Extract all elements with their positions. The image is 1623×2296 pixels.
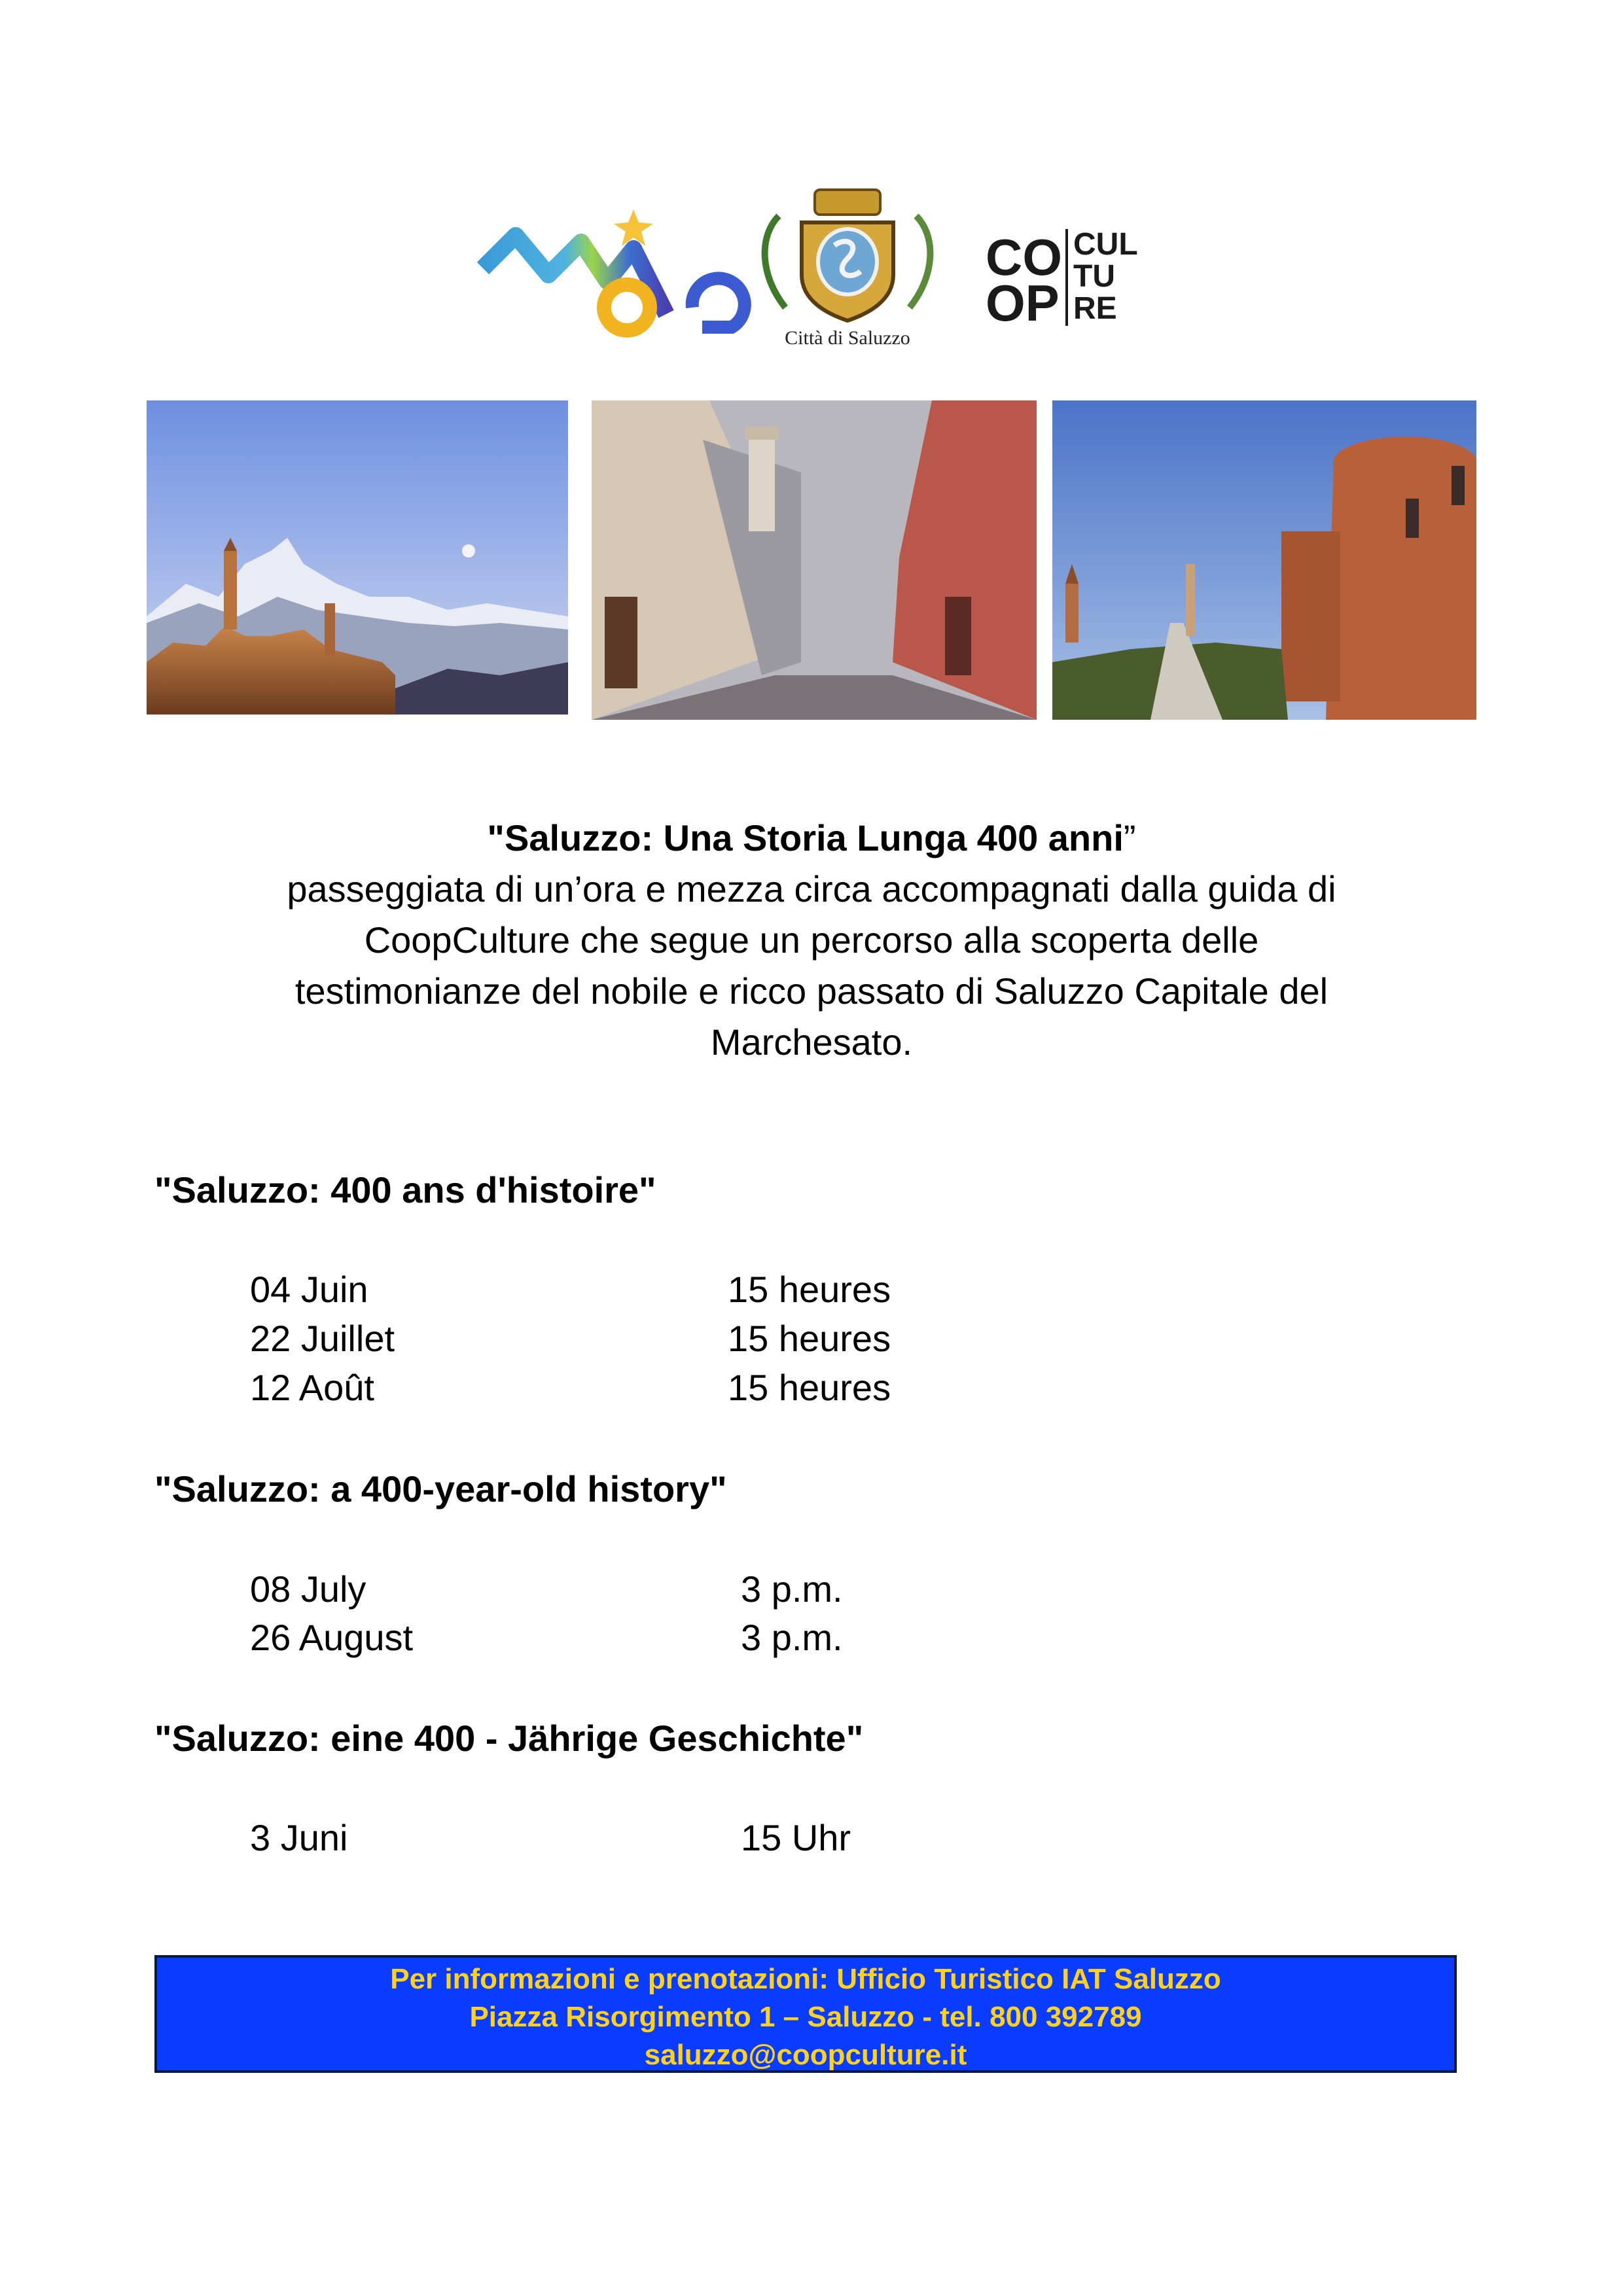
- schedule-time: 15 heures: [728, 1367, 891, 1408]
- intro-title-quote: ”: [1123, 817, 1136, 858]
- intro-block: [157, 813, 1466, 1068]
- schedule-time: 15 heures: [728, 1269, 891, 1310]
- intro-line: CoopCulture che segue un percorso alla scoperta delle: [364, 919, 1259, 961]
- info-line-address: Piazza Risorgimento 1 – Saluzzo - tel. 800 392789: [469, 2001, 1142, 2033]
- schedule-time: 15 heures: [728, 1318, 891, 1359]
- schedule-time: 3 p.m.: [741, 1617, 843, 1658]
- info-email-link[interactable]: saluzzo@coopculture.it: [644, 2039, 967, 2071]
- coopculture-logo: [975, 183, 1152, 360]
- coop-letters-re: RE: [1073, 291, 1117, 326]
- coop-letters-co: CO: [986, 228, 1062, 286]
- coop-letters-tu: TU: [1073, 259, 1115, 294]
- intro-title: [157, 813, 1466, 864]
- photo-saluzzo-street: [592, 400, 1037, 720]
- schedule-date: 04 Juin: [250, 1269, 368, 1310]
- intro-line: testimonianze del nobile e ricco passato di Saluzzo Capitale del: [294, 970, 1329, 1012]
- schedule-date: 08 July: [250, 1568, 366, 1610]
- intro-line: Marchesato.: [710, 1021, 913, 1063]
- photo-saluzzo-panorama: [147, 400, 568, 715]
- coop-letters-cul: CUL: [1073, 227, 1138, 262]
- move-logo: [476, 196, 751, 347]
- info-line-office: Per informazioni e prenotazioni: Ufficio Turistico IAT Saluzzo: [390, 1963, 1221, 1995]
- schedule-date: 22 Juillet: [250, 1318, 395, 1359]
- photo-saluzzo-castle: [1052, 400, 1476, 720]
- section-title-english: "Saluzzo: a 400-year-old history": [154, 1468, 727, 1510]
- info-box: [154, 1955, 1457, 2073]
- intro-line: passeggiata di un’ora e mezza circa accompagnati dalla guida di: [287, 868, 1336, 910]
- schedule-date: 12 Août: [250, 1367, 374, 1408]
- intro-title-text: "Saluzzo: Una Storia Lunga 400 anni: [487, 817, 1124, 858]
- schedule-time: 3 p.m.: [741, 1568, 843, 1610]
- schedule-date: 3 Juni: [250, 1817, 348, 1858]
- coop-letters-op: OP: [986, 274, 1060, 332]
- section-title-german: "Saluzzo: eine 400 - Jährige Geschichte": [154, 1718, 864, 1759]
- schedule-date: 26 August: [250, 1617, 414, 1658]
- city-caption: Città di Saluzzo: [785, 327, 910, 349]
- section-title-french: "Saluzzo: 400 ans d'histoire": [154, 1169, 656, 1210]
- schedule-time: 15 Uhr: [741, 1817, 851, 1858]
